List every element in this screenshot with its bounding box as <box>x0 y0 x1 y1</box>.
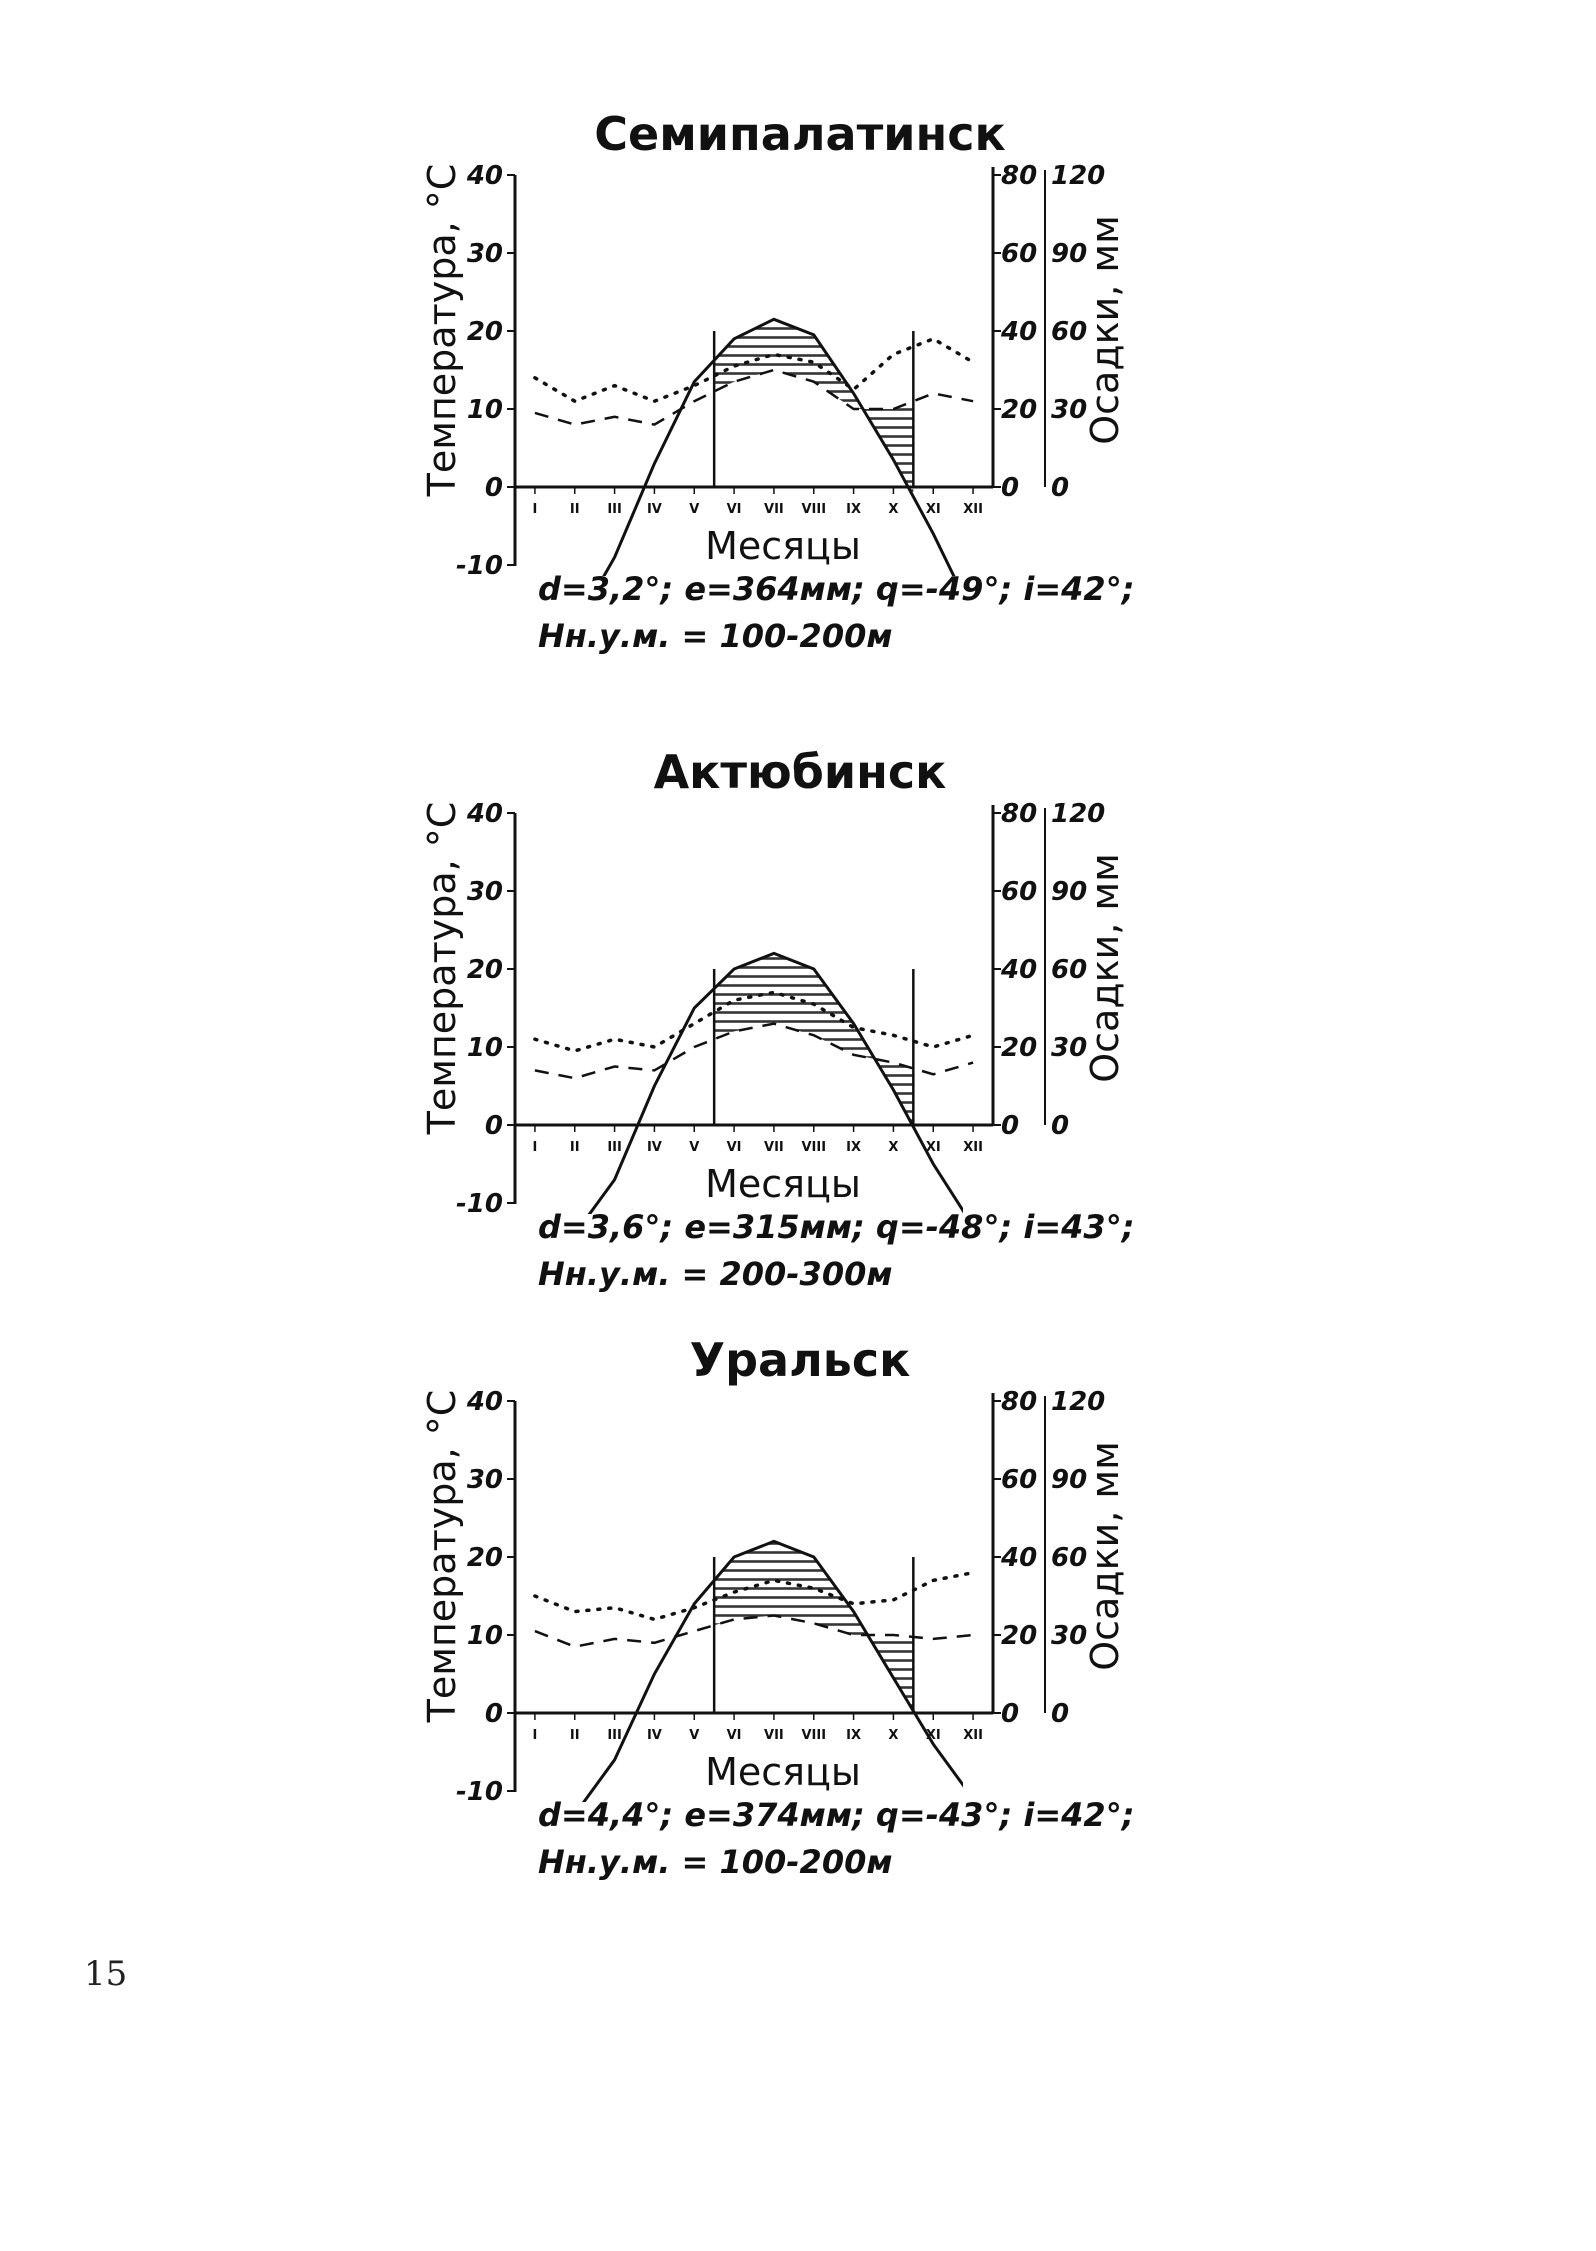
y-tick-label-left: 30 <box>466 877 503 907</box>
y-axis-label-left: Температура, °С <box>420 801 464 1135</box>
y-tick-label-left: 0 <box>484 1111 503 1141</box>
altitude-line: Нн.у.м. = 200-300м <box>538 1255 893 1293</box>
hatched-warm-period <box>714 319 913 496</box>
x-tick-label: III <box>607 1140 622 1155</box>
y-tick-label-right-inner: 60 <box>1001 877 1038 907</box>
y-tick-label-right-outer: 120 <box>1051 1387 1106 1417</box>
x-tick-label: IV <box>646 502 662 517</box>
y-tick-label-right-inner: 40 <box>1001 955 1038 985</box>
y-tick-label-right-inner: 0 <box>1001 1111 1020 1141</box>
y-tick-label-right-outer: 0 <box>1051 473 1070 503</box>
x-tick-label: III <box>607 1728 622 1743</box>
y-tick-label-right-inner: 60 <box>1001 239 1038 269</box>
y-tick-label-right-outer: 30 <box>1051 1033 1088 1063</box>
y-tick-label-left: 30 <box>466 1465 503 1495</box>
altitude-line: Нн.у.м. = 100-200м <box>538 1843 893 1881</box>
y-tick-label-right-outer: 60 <box>1051 955 1088 985</box>
x-tick-label: I <box>532 1140 538 1155</box>
x-tick-label: VI <box>726 502 742 517</box>
y-tick-label-right-outer: 60 <box>1051 1543 1088 1573</box>
x-tick-label: XI <box>925 1728 941 1743</box>
climate-diagram-3 <box>420 1333 1134 1881</box>
x-tick-label: I <box>532 502 538 517</box>
x-axis-label: Месяцы <box>705 1162 861 1206</box>
y-axis-label-right: Осадки, мм <box>1083 1441 1127 1671</box>
y-tick-label-right-outer: 30 <box>1051 395 1088 425</box>
page-number-text: 15 <box>84 1954 128 1994</box>
x-tick-label: X <box>888 502 899 517</box>
x-tick-label: XII <box>963 502 983 517</box>
page-number <box>84 1954 127 1994</box>
y-tick-label-left: 20 <box>466 955 503 985</box>
x-tick-label: IV <box>646 1728 662 1743</box>
climate-parameters-line: d=4,4°; e=374мм; q=-43°; i=42°; <box>538 1796 1135 1834</box>
y-tick-label-right-inner: 20 <box>1001 1621 1038 1651</box>
y-tick-label-left: 40 <box>466 799 503 829</box>
x-tick-label: VIII <box>801 502 827 517</box>
y-tick-label-left: -10 <box>456 1189 503 1219</box>
y-tick-label-right-inner: 60 <box>1001 1465 1038 1495</box>
x-tick-label: XI <box>925 1140 941 1155</box>
y-tick-label-right-inner: 80 <box>1001 161 1038 191</box>
y-axis-label-left: Температура, °С <box>420 1389 464 1723</box>
chart-title: Семипалатинск <box>594 107 1006 161</box>
x-tick-label: XII <box>963 1140 983 1155</box>
y-tick-label-left: 40 <box>466 1387 503 1417</box>
y-tick-label-right-inner: 80 <box>1001 799 1038 829</box>
y-tick-label-left: 20 <box>466 1543 503 1573</box>
x-tick-label: IX <box>846 1140 862 1155</box>
y-tick-label-left: 30 <box>466 239 503 269</box>
x-axis-label: Месяцы <box>705 524 861 568</box>
y-axis-label-right: Осадки, мм <box>1083 215 1127 445</box>
y-tick-label-right-outer: 60 <box>1051 317 1088 347</box>
y-tick-label-left: 10 <box>466 395 503 425</box>
hatched-warm-period <box>714 1541 913 1711</box>
chart-title: Актюбинск <box>653 745 947 799</box>
y-tick-label-right-outer: 30 <box>1051 1621 1088 1651</box>
y-tick-label-left: 10 <box>466 1621 503 1651</box>
altitude-line: Нн.у.м. = 100-200м <box>538 617 893 655</box>
y-tick-label-left: 10 <box>466 1033 503 1063</box>
y-tick-label-right-inner: 40 <box>1001 1543 1038 1573</box>
hatched-warm-period <box>714 953 913 1127</box>
y-tick-label-right-outer: 90 <box>1051 877 1088 907</box>
x-axis-label: Месяцы <box>705 1750 861 1794</box>
y-tick-label-right-inner: 80 <box>1001 1387 1038 1417</box>
x-tick-label: II <box>569 502 580 517</box>
y-tick-label-left: 40 <box>466 161 503 191</box>
climate-diagram-2 <box>420 745 1134 1293</box>
x-tick-label: VI <box>726 1140 742 1155</box>
y-tick-label-right-outer: 120 <box>1051 799 1106 829</box>
x-tick-label: V <box>689 1140 700 1155</box>
x-tick-label: I <box>532 1728 538 1743</box>
y-tick-label-right-inner: 0 <box>1001 473 1020 503</box>
x-tick-label: IV <box>646 1140 662 1155</box>
x-tick-label: IX <box>846 1728 862 1743</box>
x-tick-label: VIII <box>801 1140 827 1155</box>
y-tick-label-right-outer: 90 <box>1051 1465 1088 1495</box>
y-tick-label-left: 0 <box>484 1699 503 1729</box>
x-tick-label: IX <box>846 502 862 517</box>
x-tick-label: X <box>888 1728 899 1743</box>
x-tick-label: XII <box>963 1728 983 1743</box>
x-tick-label: V <box>689 502 700 517</box>
y-tick-label-right-inner: 40 <box>1001 317 1038 347</box>
x-tick-label: XI <box>925 502 941 517</box>
y-tick-label-left: -10 <box>456 1777 503 1807</box>
x-tick-label: V <box>689 1728 700 1743</box>
x-tick-label: II <box>569 1140 580 1155</box>
y-tick-label-right-outer: 0 <box>1051 1111 1070 1141</box>
y-tick-label-right-outer: 90 <box>1051 239 1088 269</box>
climate-parameters-line: d=3,6°; e=315мм; q=-48°; i=43°; <box>538 1208 1135 1246</box>
x-tick-label: VII <box>764 1140 784 1155</box>
x-tick-label: VIII <box>801 1728 827 1743</box>
climate-parameters-line: d=3,2°; e=364мм; q=-49°; i=42°; <box>538 570 1135 608</box>
y-tick-label-right-inner: 20 <box>1001 1033 1038 1063</box>
climate-diagram-1 <box>420 107 1134 655</box>
x-tick-label: VI <box>726 1728 742 1743</box>
y-axis-label-left: Температура, °С <box>420 163 464 497</box>
y-tick-label-left: -10 <box>456 551 503 581</box>
y-tick-label-left: 0 <box>484 473 503 503</box>
x-tick-label: X <box>888 1140 899 1155</box>
y-tick-label-right-outer: 0 <box>1051 1699 1070 1729</box>
x-tick-label: VII <box>764 1728 784 1743</box>
chart-title: Уральск <box>689 1333 911 1387</box>
x-tick-label: III <box>607 502 622 517</box>
y-tick-label-right-outer: 120 <box>1051 161 1106 191</box>
y-tick-label-right-inner: 0 <box>1001 1699 1020 1729</box>
y-tick-label-left: 20 <box>466 317 503 347</box>
x-tick-label: VII <box>764 502 784 517</box>
y-tick-label-right-inner: 20 <box>1001 395 1038 425</box>
x-tick-label: II <box>569 1728 580 1743</box>
y-axis-label-right: Осадки, мм <box>1083 853 1127 1083</box>
